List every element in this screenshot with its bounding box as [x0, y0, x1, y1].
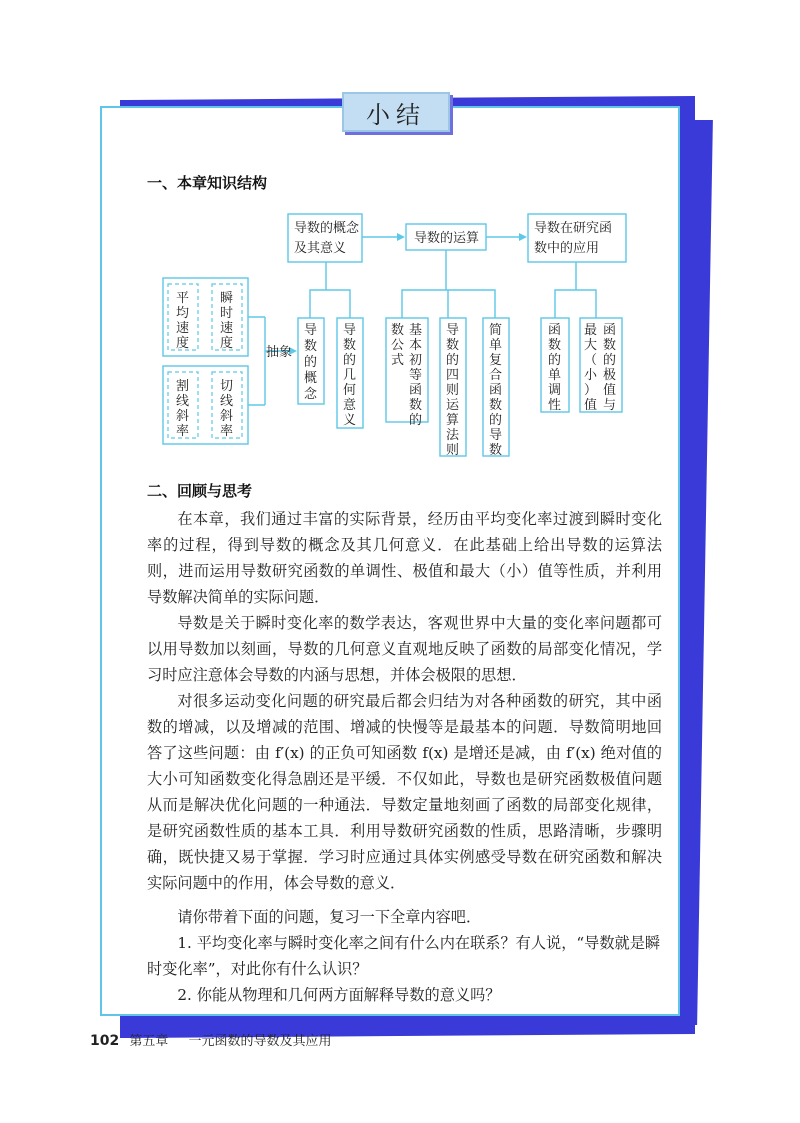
- col-composite-7: 的: [489, 413, 503, 428]
- label-secant-2: 线: [176, 394, 190, 409]
- col-geometric-3: 的: [343, 353, 357, 368]
- col-rules-1: 导: [446, 323, 460, 338]
- question-1: 1. 平均变化率与瞬时变化率之间有什么内在联系？有人说，“导数就是瞬时变化率”，对此你有什么认识？: [147, 934, 661, 978]
- label-average-speed-2: 均: [176, 306, 190, 321]
- section2-heading: 二、回顾与思考: [147, 482, 253, 500]
- label-application-line2: 数中的应用: [534, 241, 600, 256]
- paragraph-1: 在本章，我们通过丰富的实际背景，经历由平均变化率过渡到瞬时变化率的过程，得到导数的概念及其几何意义．在此基础上给出导数的运算法则，进而运用导数研究函数的单调性、极值和最大（小）值等性质，并利用导数解决简单的实际问题．: [147, 510, 662, 606]
- col-ext-10: 极: [603, 368, 617, 383]
- col-geometric-6: 意: [343, 398, 357, 413]
- col-concept-3: 的: [304, 355, 318, 370]
- col-mono-6: 性: [548, 398, 562, 413]
- label-secant-4: 率: [176, 424, 190, 439]
- col-rules-4: 四: [446, 368, 460, 383]
- col-mono-5: 调: [548, 383, 562, 398]
- label-application-line1: 导数在研究函: [534, 221, 613, 236]
- label-instant-speed-1: 瞬: [220, 291, 234, 306]
- col-concept-2: 数: [304, 339, 318, 354]
- col-composite-1: 简: [489, 323, 503, 338]
- arrow-to-application: [519, 233, 527, 241]
- col-rules-8: 法: [446, 428, 460, 443]
- label-average-speed-3: 速: [176, 321, 190, 336]
- col-mono-2: 数: [548, 338, 562, 353]
- arrow-to-operation: [397, 233, 405, 241]
- col-geometric-4: 几: [343, 368, 357, 383]
- paragraph-1-block: [147, 506, 662, 610]
- col-mono-1: 函: [548, 323, 562, 338]
- label-instant-speed-4: 度: [220, 336, 234, 351]
- col-composite-5: 函: [489, 383, 503, 398]
- col-basic-6: 初: [409, 353, 423, 368]
- label-secant-1: 割: [176, 379, 190, 394]
- label-instant-speed-2: 时: [220, 306, 234, 321]
- col-ext-5: ）: [584, 383, 598, 398]
- col-basic-7: 等: [409, 368, 423, 383]
- question-2: 2. 你能从物理和几何两方面解释导数的意义吗？: [177, 986, 501, 1004]
- label-average-speed-1: 平: [176, 291, 190, 306]
- label-tangent-4: 率: [220, 424, 234, 439]
- col-composite-4: 合: [489, 368, 503, 383]
- col-basic-5: 本: [409, 338, 423, 353]
- col-composite-8: 导: [489, 428, 503, 443]
- paragraph-4: 请你带着下面的问题，复习一下全章内容吧．: [177, 908, 482, 926]
- col-ext-4: 小: [584, 368, 598, 383]
- col-geometric-7: 义: [343, 413, 357, 428]
- page-number: 102: [90, 1033, 120, 1049]
- col-concept-5: 念: [304, 387, 318, 402]
- col-rules-2: 数: [446, 338, 460, 353]
- col-rules-3: 的: [446, 353, 460, 368]
- page-footer: [90, 1030, 332, 1049]
- col-ext-1: 最: [584, 323, 598, 338]
- label-concept-line1: 导数的概念: [294, 221, 360, 236]
- col-concept-4: 概: [304, 371, 318, 386]
- connector-concept-branch: [310, 290, 350, 318]
- col-ext-6: 值: [584, 398, 598, 413]
- paragraph-4-block: [147, 904, 662, 1008]
- col-geometric-1: 导: [343, 323, 357, 338]
- col-basic-8: 函: [409, 383, 423, 398]
- label-operation: 导数的运算: [414, 231, 480, 246]
- col-basic-1: 数: [391, 323, 405, 338]
- label-average-speed-4: 度: [176, 336, 190, 351]
- col-geometric-2: 数: [343, 338, 357, 353]
- col-geometric-5: 何: [343, 383, 357, 398]
- col-mono-3: 的: [548, 353, 562, 368]
- label-tangent-1: 切: [220, 379, 234, 394]
- col-basic-3: 式: [391, 353, 405, 368]
- chapter-label: 第五章: [129, 1034, 169, 1049]
- page-title: 小结: [366, 100, 426, 129]
- connector-application-branch: [555, 290, 596, 318]
- col-rules-6: 运: [446, 398, 460, 413]
- paragraph-3-block: [147, 688, 662, 896]
- col-concept-1: 导: [304, 323, 318, 338]
- col-ext-12: 与: [603, 398, 617, 413]
- section1-heading: 一、本章知识结构: [147, 174, 268, 192]
- col-basic-4: 基: [409, 323, 423, 338]
- col-ext-8: 数: [603, 338, 617, 353]
- label-secant-3: 斜: [176, 409, 190, 424]
- col-ext-7: 函: [603, 323, 617, 338]
- paragraph-2: 导数是关于瞬时变化率的数学表达，客观世界中大量的变化率问题都可以用导数加以刻画，导数的几何意义直观地反映了函数的局部变化情况，学习时应注意体会导数的内涵与思想，并体会极限的思想．: [147, 614, 662, 684]
- col-rules-9: 则: [446, 443, 460, 458]
- label-abstract: 抽象: [266, 345, 293, 360]
- col-ext-3: （: [584, 353, 598, 368]
- col-basic-2: 公: [391, 338, 405, 353]
- col-composite-2: 单: [489, 338, 503, 353]
- paragraph-2-block: [147, 610, 662, 688]
- col-rules-5: 则: [446, 383, 460, 398]
- col-composite-6: 数: [489, 398, 503, 413]
- col-mono-4: 单: [548, 368, 562, 383]
- col-basic-9: 数: [409, 398, 423, 413]
- col-rules-7: 算: [446, 413, 460, 428]
- col-ext-2: 大: [584, 338, 598, 353]
- col-ext-11: 值: [603, 383, 617, 398]
- label-tangent-3: 斜: [220, 409, 234, 424]
- col-basic-10: 的: [409, 413, 423, 428]
- col-composite-9: 数: [489, 443, 503, 458]
- col-ext-9: 的: [603, 353, 617, 368]
- paragraph-3: 对很多运动变化问题的研究最后都会归结为对各种函数的研究，其中函数的增减，以及增减的范围、增减的快慢等是最基本的问题．导数简明地回答了这些问题：由 f′(x) 的正负可知函数 f(x) 是增还是减，由 f′(x) 绝对值的大小可知函数变化得急剧还是平缓．不仅如此，导数也是研究函数极值问题从而是解决优化问题的一种通法．导数定量地刻画了函数的局部变化规律，是研究函数性质的基本工具．利用导数研究函数的性质，思路清晰，步骤明确，既快捷又易于掌握．学习时应通过具体实例感受导数在研究函数和解决实际问题中的作用，体会导数的意义．: [147, 692, 662, 892]
- label-tangent-2: 线: [220, 394, 234, 409]
- col-composite-3: 复: [489, 353, 503, 368]
- chapter-title: 一元函数的导数及其应用: [188, 1034, 332, 1049]
- label-instant-speed-3: 速: [220, 321, 234, 336]
- label-concept-line2: 及其意义: [294, 241, 347, 256]
